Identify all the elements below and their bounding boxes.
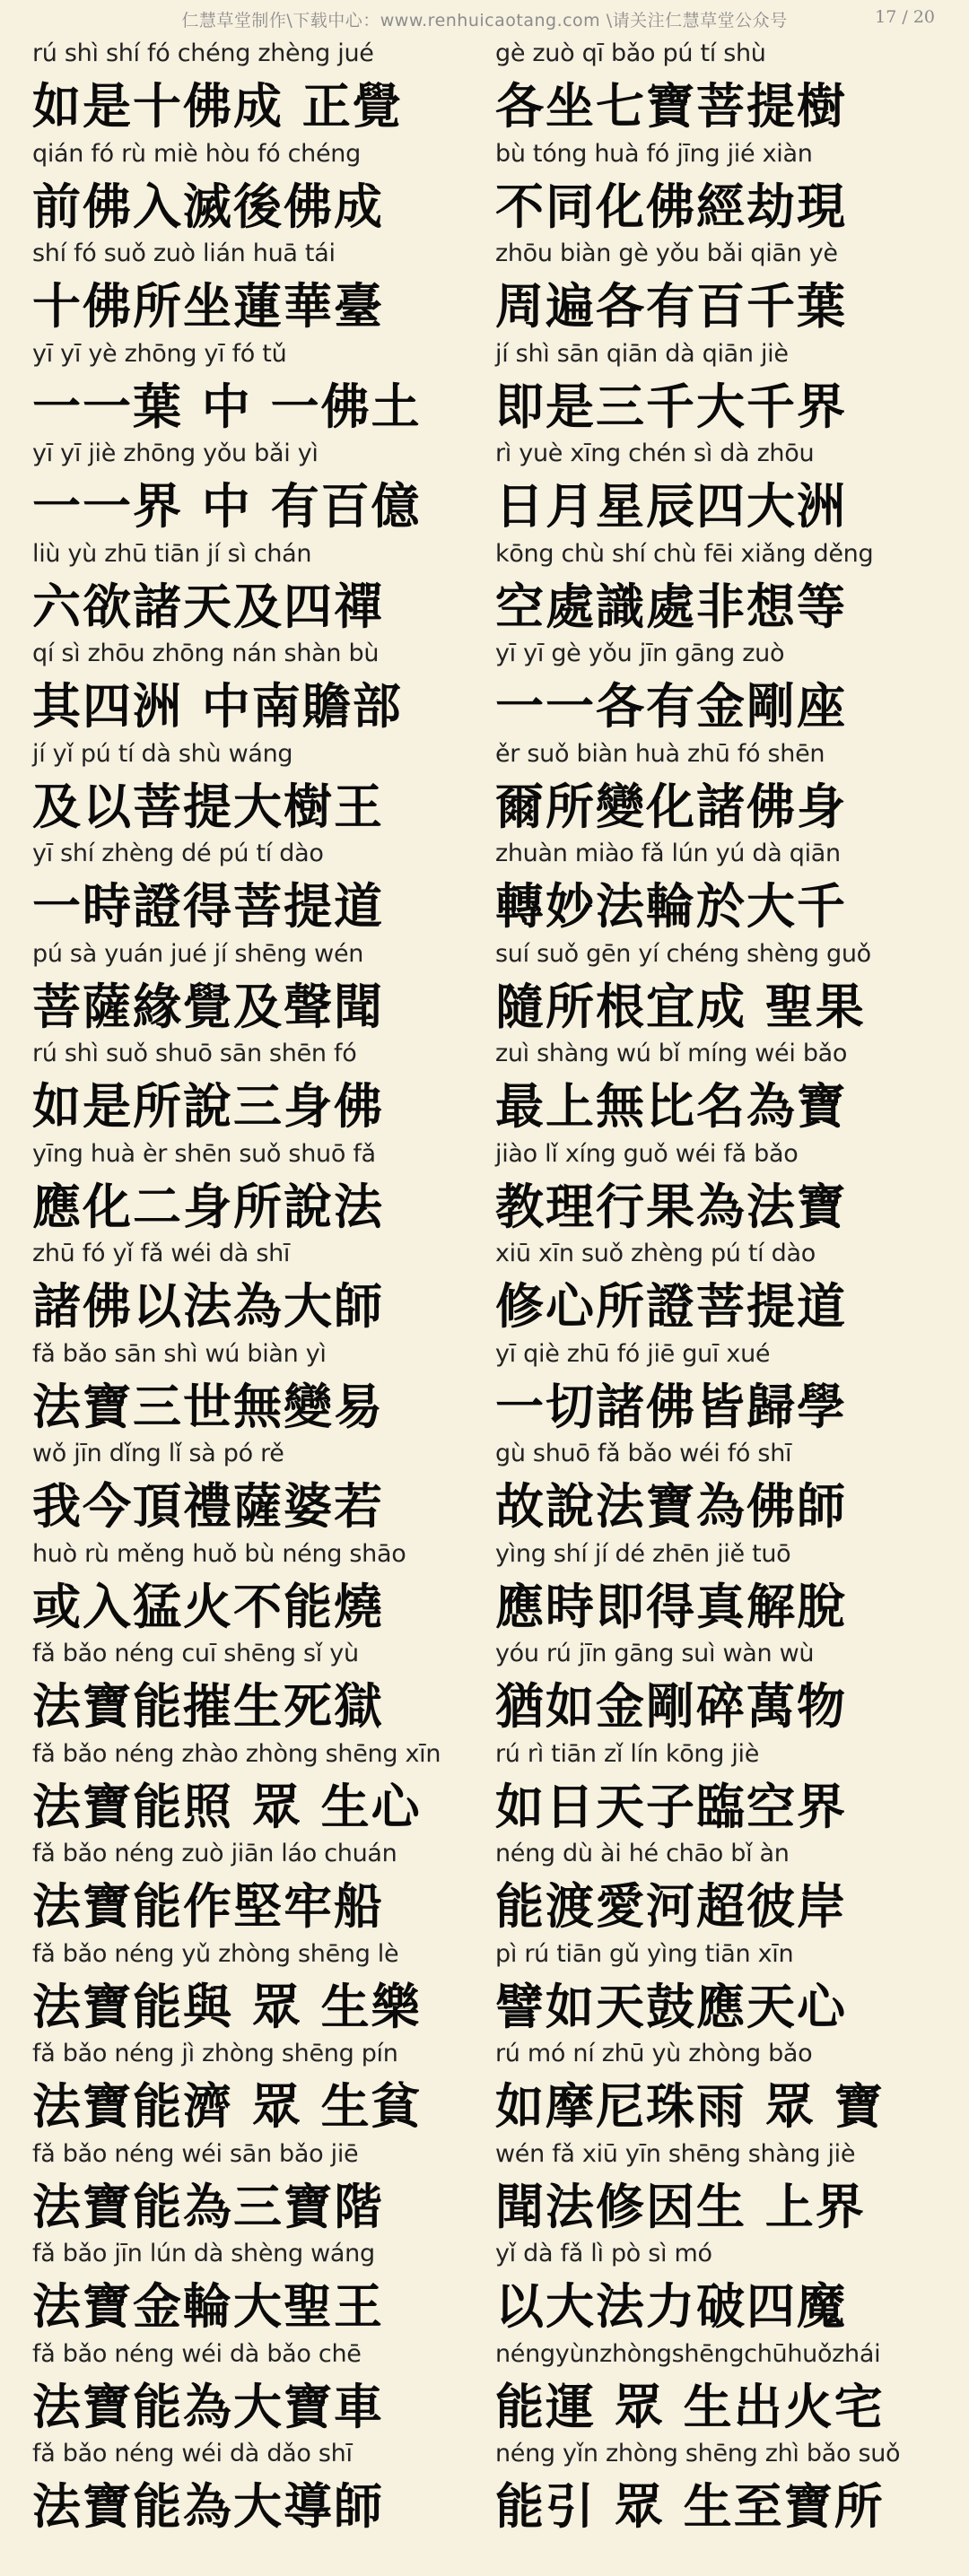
verse-line-right [495, 36, 937, 136]
pinyin: néngyùnzhòngshēngchūhuǒzhái [495, 2339, 881, 2368]
pinyin: fǎ bǎo néng zuò jiān láo chuán [32, 1840, 397, 1867]
pinyin: qí sì zhōu zhōng nán shàn bù [32, 640, 380, 667]
verse-row [0, 1536, 969, 1637]
verse-line-right [495, 936, 937, 1037]
hanzi: 如是十佛成 正覺 [32, 78, 403, 135]
verse-row [0, 1236, 969, 1336]
pinyin: jí yǐ pú tí dà shù wáng [32, 739, 293, 768]
pinyin: huò rù měng huǒ bù néng shāo [32, 1539, 406, 1568]
pinyin: gè zuò qī bǎo pú tí shù [495, 39, 766, 67]
page-number: 17 / 20 [875, 7, 935, 27]
verse-line-left [32, 2436, 474, 2537]
hanzi: 聞法修因生 上界 [495, 2178, 866, 2235]
hanzi: 空處識處非想等 [495, 578, 847, 635]
verse-row [0, 836, 969, 936]
verse-line-left [32, 2137, 474, 2237]
verse-line-right [495, 736, 937, 837]
pinyin: rú shì suǒ shuō sān shēn fó [32, 1040, 357, 1067]
hanzi: 能渡愛河超彼岸 [495, 1878, 847, 1935]
hanzi: 爾所變化諸佛身 [495, 778, 847, 835]
verse-row [0, 1336, 969, 1437]
hanzi: 以大法力破四魔 [495, 2278, 847, 2335]
verse-row [0, 436, 969, 536]
verse-line-left [32, 836, 474, 936]
verse-line-left [32, 336, 474, 437]
hanzi: 法寶金輪大聖王 [32, 2278, 384, 2335]
verse-row [0, 2236, 969, 2337]
hanzi: 法寶三世無變易 [32, 1378, 384, 1435]
hanzi: 法寶能與 眾 生樂 [32, 1978, 422, 2035]
hanzi: 能引 眾 生至寶所 [495, 2478, 885, 2535]
verse-line-left [32, 1636, 474, 1736]
pinyin: yī qiè zhū fó jiē guī xué [495, 1339, 771, 1368]
verse-line-left [32, 636, 474, 736]
verse-line-right [495, 436, 937, 536]
hanzi: 一切諸佛皆歸學 [495, 1378, 847, 1435]
verse-row [0, 936, 969, 1037]
pinyin: fǎ bǎo jīn lún dà shèng wáng [32, 2240, 375, 2267]
verse-row [0, 536, 969, 637]
pinyin: pì rú tiān gǔ yìng tiān xīn [495, 1939, 794, 1968]
pinyin: yī yī jiè zhōng yǒu bǎi yì [32, 439, 319, 467]
hanzi: 前佛入滅後佛成 [32, 178, 384, 235]
verse-line-right [495, 2036, 937, 2137]
pinyin: bù tóng huà fó jīng jié xiàn [495, 139, 813, 168]
verse-line-right [495, 1936, 937, 2037]
pinyin: ěr suǒ biàn huà zhū fó shēn [495, 739, 825, 768]
hanzi: 譬如天鼓應天心 [495, 1978, 847, 2035]
verse-line-left [32, 36, 474, 136]
hanzi: 轉妙法輪於大千 [495, 878, 847, 935]
hanzi: 法寶能為大導師 [32, 2478, 384, 2535]
hanzi: 一一葉 中 一佛土 [32, 378, 422, 435]
hanzi: 六欲諸天及四禪 [32, 578, 384, 635]
hanzi: 一一各有金剛座 [495, 678, 847, 735]
pinyin: fǎ bǎo néng zhào zhòng shēng xīn [32, 1739, 441, 1768]
verse-line-right [495, 1436, 937, 1536]
hanzi: 十佛所坐蓮華臺 [32, 278, 384, 335]
verse-row [0, 2337, 969, 2437]
verse-line-right [495, 536, 937, 637]
header-title: 仁慧草堂制作\下载中心：www.renhuicaotang.com \请关注仁慧草堂公众号 [181, 11, 788, 30]
verse-line-left [32, 136, 474, 237]
verse-line-right [495, 1036, 937, 1136]
hanzi: 隨所根宜成 聖果 [495, 978, 866, 1035]
hanzi: 如日天子臨空界 [495, 1778, 847, 1835]
verse-line-right [495, 136, 937, 237]
hanzi: 最上無比名為寶 [495, 1078, 847, 1135]
verse-line-right [495, 1236, 937, 1336]
pinyin: yī shí zhèng dé pú tí dào [32, 840, 324, 867]
verse-line-right [495, 2337, 937, 2437]
hanzi: 教理行果為法寶 [495, 1178, 847, 1235]
verse-line-right [495, 336, 937, 437]
page-header [0, 0, 969, 39]
pinyin: fǎ bǎo néng cuī shēng sǐ yù [32, 1640, 359, 1667]
hanzi: 修心所證菩提道 [495, 1278, 847, 1335]
pinyin: fǎ bǎo néng wéi sān bǎo jiē [32, 2139, 359, 2168]
hanzi: 一時證得菩提道 [32, 878, 384, 935]
pinyin: rú mó ní zhū yù zhòng bǎo [495, 2040, 813, 2067]
hanzi: 故說法寶為佛師 [495, 1478, 847, 1535]
verse-line-right [495, 636, 937, 736]
pinyin: fǎ bǎo néng wéi dà bǎo chē [32, 2339, 362, 2368]
hanzi: 即是三千大千界 [495, 378, 847, 435]
verse-line-left [32, 536, 474, 637]
verse-line-right [495, 2436, 937, 2537]
hanzi: 法寶能摧生死獄 [32, 1678, 384, 1735]
hanzi: 諸佛以法為大師 [32, 1278, 384, 1335]
verse-line-left [32, 1236, 474, 1336]
verse-row [0, 36, 969, 136]
pinyin: yǐ dà fǎ lì pò sì mó [495, 2240, 712, 2267]
hanzi: 法寶能為大寶車 [32, 2378, 384, 2435]
pinyin: rú rì tiān zǐ lín kōng jiè [495, 1739, 760, 1768]
pinyin: fǎ bǎo sān shì wú biàn yì [32, 1339, 327, 1368]
pinyin: zuì shàng wú bǐ míng wéi bǎo [495, 1040, 848, 1067]
verse-row [0, 2036, 969, 2137]
verse-row [0, 136, 969, 237]
verse-line-right [495, 1136, 937, 1237]
pinyin: suí suǒ gēn yí chéng shèng guǒ [495, 939, 871, 968]
verse-row [0, 1836, 969, 1936]
verse-line-left [32, 736, 474, 837]
verse-row [0, 1436, 969, 1536]
pinyin: qián fó rù miè hòu fó chéng [32, 139, 361, 168]
verse-line-left [32, 1536, 474, 1637]
hanzi: 應時即得真解脫 [495, 1578, 847, 1635]
verse-row [0, 1036, 969, 1136]
pinyin: wǒ jīn dǐng lǐ sà pó rě [32, 1440, 284, 1467]
verse-line-left [32, 1336, 474, 1437]
pinyin: néng yǐn zhòng shēng zhì bǎo suǒ [495, 2440, 901, 2467]
verse-line-left [32, 1936, 474, 2037]
verse-line-right [495, 2236, 937, 2337]
hanzi: 各坐七寶菩提樹 [495, 78, 847, 135]
hanzi: 法寶能作堅牢船 [32, 1878, 384, 1935]
verse-line-right [495, 1636, 937, 1736]
verse-row [0, 336, 969, 437]
verse-row [0, 236, 969, 336]
verse-row [0, 1136, 969, 1237]
verse-row [0, 1936, 969, 2037]
verse-line-left [32, 2236, 474, 2337]
pinyin: fǎ bǎo néng wéi dà dǎo shī [32, 2440, 353, 2467]
pinyin: zhuàn miào fǎ lún yú dà qiān [495, 840, 841, 867]
pinyin: zhū fó yǐ fǎ wéi dà shī [32, 1240, 291, 1267]
verse-line-right [495, 836, 937, 936]
verse-line-left [32, 1036, 474, 1136]
hanzi: 日月星辰四大洲 [495, 478, 847, 535]
verse-row [0, 636, 969, 736]
hanzi: 猶如金剛碎萬物 [495, 1678, 847, 1735]
pinyin: shí fó suǒ zuò lián huā tái [32, 239, 336, 267]
verse-line-right [495, 2137, 937, 2237]
verse-line-left [32, 236, 474, 336]
hanzi: 應化二身所說法 [32, 1178, 384, 1235]
hanzi: 能運 眾 生出火宅 [495, 2378, 885, 2435]
pinyin: rì yuè xīng chén sì dà zhōu [495, 439, 815, 467]
hanzi: 我今頂禮薩婆若 [32, 1478, 384, 1535]
verse-line-left [32, 1836, 474, 1936]
hanzi: 周遍各有百千葉 [495, 278, 847, 335]
verse-line-right [495, 1736, 937, 1837]
pinyin: yìng shí jí dé zhēn jiě tuō [495, 1539, 791, 1568]
pinyin: yīng huà èr shēn suǒ shuō fǎ [32, 1139, 376, 1168]
hanzi: 菩薩緣覺及聲聞 [32, 978, 384, 1035]
verse-line-left [32, 2036, 474, 2137]
hanzi: 不同化佛經劫現 [495, 178, 847, 235]
verse-row [0, 2137, 969, 2237]
hanzi: 法寶能濟 眾 生貧 [32, 2078, 422, 2135]
scripture-text [0, 36, 969, 2537]
pinyin: xiū xīn suǒ zhèng pú tí dào [495, 1240, 816, 1267]
pinyin: yī yī yè zhōng yī fó tǔ [32, 339, 287, 368]
pinyin: pú sà yuán jué jí shēng wén [32, 939, 364, 968]
verse-line-left [32, 1736, 474, 1837]
pinyin: jí shì sān qiān dà qiān jiè [495, 339, 789, 368]
pinyin: liù yù zhū tiān jí sì chán [32, 539, 312, 568]
verse-row [0, 1736, 969, 1837]
hanzi: 其四洲 中南贍部 [32, 678, 403, 735]
hanzi: 如是所說三身佛 [32, 1078, 384, 1135]
pinyin: kōng chù shí chù fēi xiǎng děng [495, 539, 874, 568]
verse-row [0, 736, 969, 837]
pinyin: jiào lǐ xíng guǒ wéi fǎ bǎo [495, 1139, 799, 1168]
verse-line-left [32, 2337, 474, 2437]
pinyin: rú shì shí fó chéng zhèng jué [32, 39, 374, 67]
pinyin: fǎ bǎo néng yǔ zhòng shēng lè [32, 1939, 399, 1968]
pinyin: fǎ bǎo néng jì zhòng shēng pín [32, 2040, 398, 2067]
hanzi: 及以菩提大樹王 [32, 778, 384, 835]
pinyin: gù shuō fǎ bǎo wéi fó shī [495, 1440, 792, 1467]
hanzi: 一一界 中 有百億 [32, 478, 422, 535]
pinyin: yóu rú jīn gāng suì wàn wù [495, 1640, 815, 1667]
verse-line-right [495, 1336, 937, 1437]
verse-line-right [495, 236, 937, 336]
pinyin: yī yī gè yǒu jīn gāng zuò [495, 640, 785, 667]
pinyin: wén fǎ xiū yīn shēng shàng jiè [495, 2139, 856, 2168]
hanzi: 法寶能為三寶階 [32, 2178, 384, 2235]
verse-line-right [495, 1536, 937, 1637]
verse-line-left [32, 936, 474, 1037]
pinyin: zhōu biàn gè yǒu bǎi qiān yè [495, 239, 838, 267]
verse-row [0, 1636, 969, 1736]
pinyin: néng dù ài hé chāo bǐ àn [495, 1840, 790, 1867]
hanzi: 法寶能照 眾 生心 [32, 1778, 422, 1835]
verse-line-right [495, 1836, 937, 1936]
verse-line-left [32, 436, 474, 536]
verse-line-left [32, 1136, 474, 1237]
hanzi: 或入猛火不能燒 [32, 1578, 384, 1635]
verse-row [0, 2436, 969, 2537]
verse-line-left [32, 1436, 474, 1536]
hanzi: 如摩尼珠雨 眾 寶 [495, 2078, 885, 2135]
